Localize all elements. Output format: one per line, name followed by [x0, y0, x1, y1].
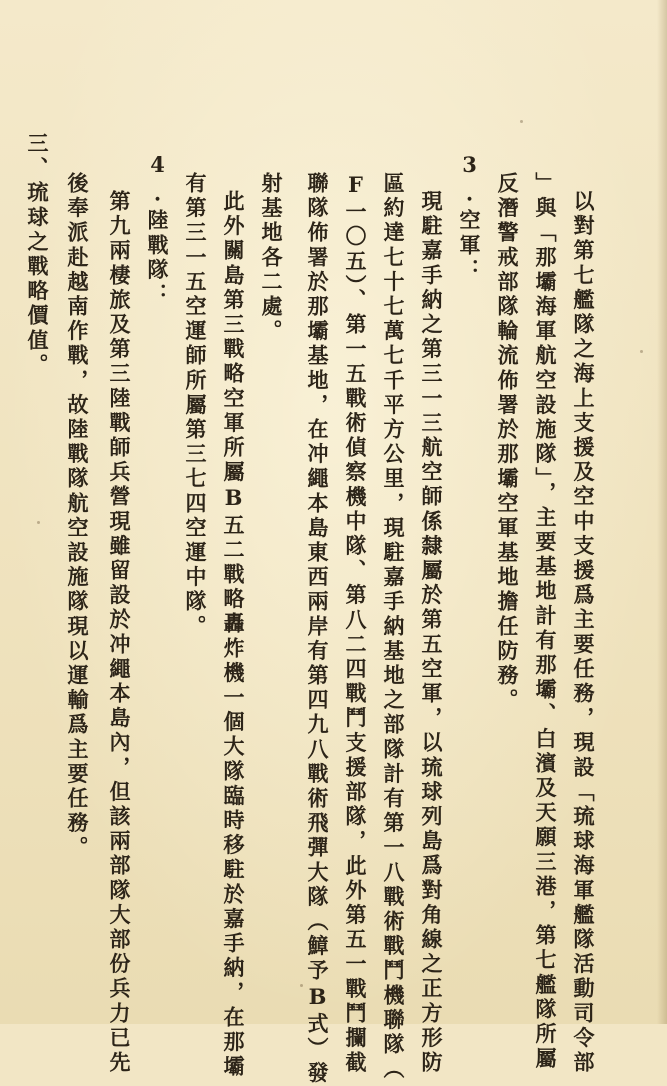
text-line-5: 現駐嘉手納之第三一三航空師係隸屬於第五空軍，以琉球列島爲對角線之正方形防	[419, 190, 444, 1076]
text-line-3: 反潛警戒部隊輪流佈署於那壩空軍基地擔任防務。	[495, 172, 520, 714]
text-line-7: F一〇五）、第一五戰術偵察機中隊、第八二四戰鬥支援部隊，此外第五一戰鬥攔截	[343, 172, 368, 1076]
text-line-14: 後奉派赴越南作戰，故陸戰隊航空設施隊現以運輸爲主要任務。	[65, 172, 90, 861]
section-heading-air-force: 3.空軍：	[457, 152, 482, 283]
text-line-11: 有第三一五空運師所屬第三七四空運中隊。	[183, 172, 208, 640]
paper-speck	[300, 984, 303, 987]
paper-speck	[640, 350, 643, 353]
text-line-2: 」與「那壩海軍航空設施隊」，主要基地計有那壩、白濱及天願三港，第七艦隊所屬	[533, 172, 558, 1072]
chapter-heading-strategic-value: 三、琉球之戰略價值。	[25, 132, 50, 378]
text-line-9: 射基地各二處。	[259, 172, 284, 345]
text-line-1: 以對第七艦隊之海上支援及空中支援爲主要任務，現設「琉球海軍艦隊活動司令部	[571, 190, 596, 1076]
paper-speck	[37, 521, 40, 524]
text-line-6: 區約達七十七萬七千平方公里，現駐嘉手納基地之部隊計有第一八戰術戰鬥機聯隊（	[381, 172, 406, 1083]
section-heading-marines: 4.陸戰隊：	[145, 152, 170, 308]
text-line-10: 此外關島第三戰略空軍所屬B五二戰略轟炸機一個大隊臨時移駐於嘉手納，在那壩	[221, 190, 246, 1080]
page-edge-shadow	[657, 0, 667, 1024]
text-line-8: 聯隊佈署於那壩基地，在冲繩本島東西兩岸有第四九八戰術飛彈大隊（鱆予B式）發	[305, 172, 330, 1086]
paper-speck	[520, 120, 523, 123]
text-line-13: 第九兩棲旅及第三陸戰師兵營現雖留設於冲繩本島內，但該兩部隊大部份兵力已先	[107, 190, 132, 1076]
